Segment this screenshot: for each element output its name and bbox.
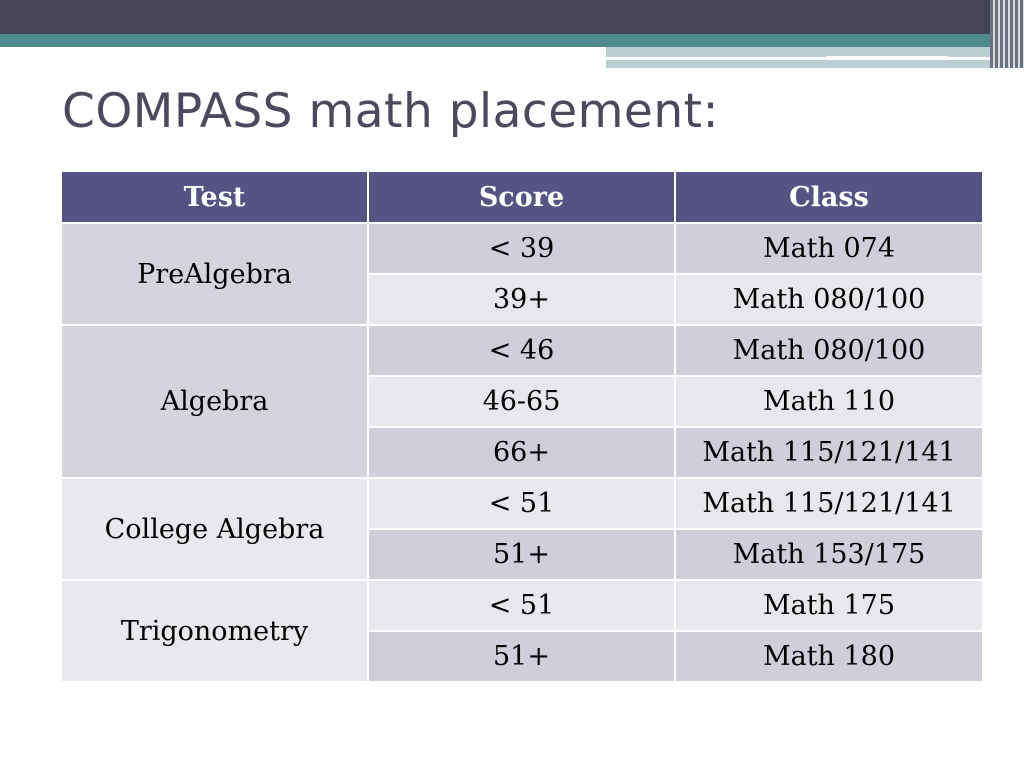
table-header-row	[61, 171, 983, 223]
class-cell: Math 080/100	[675, 325, 983, 376]
class-cell: Math 110	[675, 376, 983, 427]
class-cell: Math 115/121/141	[675, 427, 983, 478]
score-cell: 51+	[368, 529, 675, 580]
class-cell: Math 153/175	[675, 529, 983, 580]
header-test: Test	[61, 171, 368, 223]
class-cell: Math 175	[675, 580, 983, 631]
score-cell: 66+	[368, 427, 675, 478]
table-row	[61, 223, 983, 274]
score-cell: < 46	[368, 325, 675, 376]
header-band-light-top	[606, 47, 1024, 57]
test-cell-algebra: Algebra	[61, 325, 368, 478]
score-cell: < 51	[368, 580, 675, 631]
score-cell: 46-65	[368, 376, 675, 427]
class-cell: Math 115/121/141	[675, 478, 983, 529]
placement-table	[60, 170, 984, 683]
header-score: Score	[368, 171, 675, 223]
table-row	[61, 325, 983, 376]
header-band-dark	[0, 0, 1024, 34]
class-cell: Math 080/100	[675, 274, 983, 325]
test-cell-college-algebra: College Algebra	[61, 478, 368, 580]
score-cell: 39+	[368, 274, 675, 325]
header-band-highlight	[826, 56, 948, 59]
header-band-teal	[0, 34, 1024, 47]
score-cell: < 51	[368, 478, 675, 529]
score-cell: 51+	[368, 631, 675, 682]
header-class: Class	[675, 171, 983, 223]
score-cell: < 39	[368, 223, 675, 274]
test-cell-prealgebra: PreAlgebra	[61, 223, 368, 325]
test-cell-trigonometry: Trigonometry	[61, 580, 368, 682]
class-cell: Math 180	[675, 631, 983, 682]
header-stripes-decoration	[990, 0, 1024, 68]
table-row	[61, 478, 983, 529]
slide-title: COMPASS math placement:	[62, 84, 719, 139]
table-row	[61, 580, 983, 631]
header-band-light-bottom	[606, 60, 1024, 68]
class-cell: Math 074	[675, 223, 983, 274]
